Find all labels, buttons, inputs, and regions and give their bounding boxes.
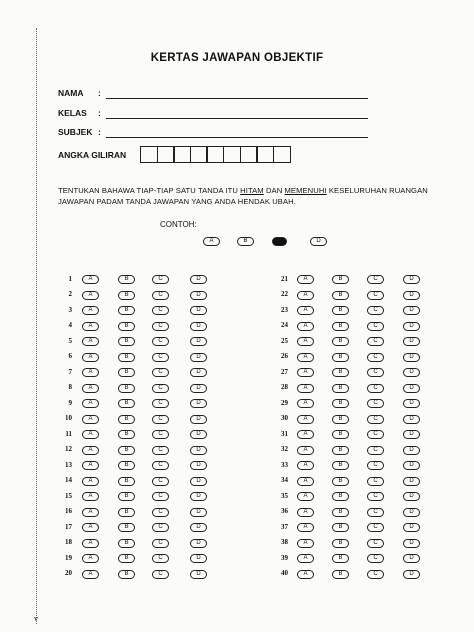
angka-giliran-box[interactable] <box>256 146 274 163</box>
perforation-line <box>36 28 37 624</box>
answer-bubble-a[interactable]: A <box>297 430 314 439</box>
answer-bubble-c[interactable]: C <box>152 554 169 563</box>
question-number: 23 <box>281 305 288 314</box>
answer-bubble-b[interactable]: B <box>332 322 349 331</box>
answer-bubble-d[interactable]: D <box>190 430 207 439</box>
answer-bubble-d[interactable]: D <box>403 539 420 548</box>
answer-bubble-c[interactable]: C <box>367 430 384 439</box>
answer-bubble-d[interactable]: D <box>190 446 207 455</box>
question-number: 12 <box>65 445 72 453</box>
answer-bubble-a[interactable]: A <box>297 291 314 300</box>
answer-bubble-a[interactable]: A <box>297 539 314 548</box>
answer-bubble-d[interactable]: D <box>190 554 207 563</box>
answer-bubble-d[interactable]: D <box>403 275 420 284</box>
example-label: CONTOH: <box>160 220 197 229</box>
answer-bubble-b[interactable]: B <box>118 415 135 424</box>
answer-bubble-d[interactable]: D <box>190 523 207 532</box>
answer-bubble-d[interactable]: D <box>403 291 420 300</box>
question-number: 9 <box>68 398 72 407</box>
question-number: 25 <box>281 336 288 345</box>
angka-giliran-box[interactable] <box>190 146 208 163</box>
question-number: 34 <box>281 476 288 484</box>
answer-bubble-d[interactable]: D <box>403 399 420 408</box>
answer-bubble-b[interactable]: B <box>118 384 135 393</box>
answer-bubble-c[interactable]: C <box>152 368 169 377</box>
answer-bubble-d[interactable]: D <box>190 570 207 579</box>
answer-bubble-b[interactable]: B <box>332 554 349 563</box>
answer-bubble-d[interactable]: D <box>190 353 207 362</box>
question-number: 37 <box>281 522 288 531</box>
answer-bubble-d[interactable]: D <box>190 477 207 486</box>
question-number: 14 <box>65 476 72 484</box>
example-bubble-b: B <box>237 237 254 246</box>
field-label: NAMA <box>58 88 84 98</box>
question-number: 33 <box>281 460 288 469</box>
question-number: 1 <box>68 274 72 283</box>
answer-bubble-b[interactable]: B <box>118 322 135 331</box>
answer-bubble-b[interactable]: B <box>332 477 349 486</box>
answer-bubble-a[interactable]: A <box>82 368 99 377</box>
answer-bubble-b[interactable]: B <box>332 337 349 346</box>
question-number: 16 <box>65 507 72 515</box>
answer-bubble-b[interactable]: B <box>118 399 135 408</box>
answer-bubble-c[interactable]: C <box>367 275 384 284</box>
answer-bubble-a[interactable]: A <box>82 461 99 470</box>
answer-bubble-b[interactable]: B <box>332 523 349 532</box>
answer-bubble-a[interactable]: A <box>297 446 314 455</box>
answer-bubble-a[interactable]: A <box>297 353 314 362</box>
answer-bubble-b[interactable]: B <box>118 291 135 300</box>
answer-bubble-c[interactable]: C <box>152 508 169 517</box>
answer-bubble-b[interactable]: B <box>118 523 135 532</box>
answer-bubble-a[interactable]: A <box>297 399 314 408</box>
question-number: 17 <box>65 522 72 531</box>
field-write-line[interactable] <box>106 98 368 99</box>
answer-bubble-b[interactable]: B <box>118 306 135 315</box>
answer-bubble-b[interactable]: B <box>332 368 349 377</box>
angka-giliran-box[interactable] <box>157 146 175 163</box>
answer-bubble-a[interactable]: A <box>297 570 314 579</box>
question-number: 21 <box>281 274 288 283</box>
question-number: 24 <box>281 321 288 329</box>
question-number: 10 <box>65 414 72 422</box>
answer-bubble-a[interactable]: A <box>297 554 314 563</box>
instr-part2: DAN <box>263 186 285 195</box>
answer-bubble-a[interactable]: A <box>82 523 99 532</box>
answer-bubble-d[interactable]: D <box>190 399 207 408</box>
question-number: 4 <box>68 321 72 329</box>
answer-bubble-c[interactable]: C <box>152 291 169 300</box>
footer-mark: v <box>34 614 38 623</box>
answer-bubble-c[interactable]: C <box>367 337 384 346</box>
answer-bubble-b[interactable]: B <box>332 492 349 501</box>
answer-bubble-d[interactable]: D <box>403 415 420 424</box>
answer-bubble-a[interactable]: A <box>297 492 314 501</box>
question-number: 13 <box>65 460 72 469</box>
answer-bubble-a[interactable]: A <box>297 384 314 393</box>
answer-bubble-a[interactable]: A <box>82 275 99 284</box>
answer-bubble-b[interactable]: B <box>332 384 349 393</box>
answer-bubble-a[interactable]: A <box>82 322 99 331</box>
field-label: KELAS <box>58 108 87 118</box>
question-number: 35 <box>281 491 288 500</box>
answer-bubble-d[interactable]: D <box>403 368 420 377</box>
field-colon: : <box>98 108 101 118</box>
question-number: 29 <box>281 398 288 407</box>
angka-giliran-box[interactable] <box>240 146 258 163</box>
answer-bubble-b[interactable]: B <box>118 508 135 517</box>
answer-bubble-b[interactable]: B <box>332 446 349 455</box>
answer-bubble-c[interactable]: C <box>367 477 384 486</box>
question-number: 39 <box>281 553 288 562</box>
answer-bubble-d[interactable]: D <box>190 461 207 470</box>
question-number: 30 <box>281 414 288 422</box>
answer-bubble-d[interactable]: D <box>403 430 420 439</box>
answer-bubble-a[interactable]: A <box>82 570 99 579</box>
answer-bubble-c[interactable]: C <box>152 523 169 532</box>
angka-giliran-box[interactable] <box>223 146 241 163</box>
answer-bubble-a[interactable]: A <box>82 492 99 501</box>
example-bubble-c <box>272 237 287 246</box>
question-number: 32 <box>281 445 288 453</box>
instructions <box>58 186 428 207</box>
answer-bubble-d[interactable]: D <box>403 446 420 455</box>
question-number: 22 <box>281 290 288 298</box>
answer-bubble-a[interactable]: A <box>82 554 99 563</box>
answer-bubble-c[interactable]: C <box>367 554 384 563</box>
answer-bubble-b[interactable]: B <box>118 570 135 579</box>
answer-bubble-b[interactable]: B <box>332 275 349 284</box>
answer-bubble-d[interactable]: D <box>403 337 420 346</box>
answer-bubble-c[interactable]: C <box>152 384 169 393</box>
question-number: 15 <box>65 491 72 500</box>
answer-bubble-a[interactable]: A <box>297 523 314 532</box>
answer-bubble-a[interactable]: A <box>297 275 314 284</box>
answer-bubble-b[interactable]: B <box>332 430 349 439</box>
answer-bubble-c[interactable]: C <box>367 539 384 548</box>
answer-bubble-b[interactable]: B <box>332 291 349 300</box>
answer-bubble-c[interactable]: C <box>152 353 169 362</box>
answer-bubble-c[interactable]: C <box>152 415 169 424</box>
angka-giliran-label: ANGKA GILIRAN <box>58 150 127 160</box>
answer-bubble-d[interactable]: D <box>190 539 207 548</box>
answer-bubble-b[interactable]: B <box>118 368 135 377</box>
answer-bubble-a[interactable]: A <box>297 461 314 470</box>
question-number: 3 <box>68 305 72 314</box>
answer-bubble-a[interactable]: A <box>297 415 314 424</box>
question-number: 20 <box>65 569 72 577</box>
answer-bubble-b[interactable]: B <box>118 430 135 439</box>
instr-part3: KESELURUHAN RUANGAN JAWAPAN PADAM TANDA JAWAPAN YANG ANDA HENDAK UBAH. <box>58 186 428 206</box>
question-number: 18 <box>65 538 72 546</box>
answer-bubble-d[interactable]: D <box>403 523 420 532</box>
answer-bubble-d[interactable]: D <box>190 322 207 331</box>
answer-bubble-a[interactable]: A <box>297 477 314 486</box>
field-colon: : <box>98 88 101 98</box>
answer-bubble-a[interactable]: A <box>82 539 99 548</box>
answer-bubble-a[interactable]: A <box>297 306 314 315</box>
answer-bubble-d[interactable]: D <box>190 368 207 377</box>
question-number: 36 <box>281 507 288 515</box>
answer-bubble-c[interactable]: C <box>367 415 384 424</box>
answer-bubble-a[interactable]: A <box>297 337 314 346</box>
answer-bubble-c[interactable]: C <box>152 430 169 439</box>
answer-bubble-a[interactable]: A <box>82 477 99 486</box>
answer-bubble-a[interactable]: A <box>297 368 314 377</box>
angka-giliran-box[interactable] <box>273 146 291 163</box>
question-number: 31 <box>281 429 288 438</box>
question-number: 6 <box>68 352 72 360</box>
answer-bubble-b[interactable]: B <box>118 446 135 455</box>
instr-hitam: HITAM <box>240 186 264 195</box>
question-number: 11 <box>65 429 72 438</box>
answer-bubble-d[interactable]: D <box>190 508 207 517</box>
answer-bubble-d[interactable]: D <box>403 554 420 563</box>
angka-giliran-box[interactable] <box>140 146 158 163</box>
answer-bubble-b[interactable]: B <box>118 461 135 470</box>
answer-bubble-c[interactable]: C <box>367 508 384 517</box>
answer-bubble-a[interactable]: A <box>82 399 99 408</box>
answer-bubble-a[interactable]: A <box>297 322 314 331</box>
answer-bubble-b[interactable]: B <box>118 477 135 486</box>
answer-bubble-d[interactable]: D <box>403 492 420 501</box>
field-write-line[interactable] <box>106 137 368 138</box>
answer-bubble-b[interactable]: B <box>332 570 349 579</box>
answer-bubble-b[interactable]: B <box>118 275 135 284</box>
answer-bubble-a[interactable]: A <box>82 508 99 517</box>
question-number: 27 <box>281 367 288 376</box>
answer-bubble-c[interactable]: C <box>367 384 384 393</box>
answer-bubble-d[interactable]: D <box>190 492 207 501</box>
answer-bubble-d[interactable]: D <box>403 570 420 579</box>
example-bubble-a: A <box>203 237 220 246</box>
angka-giliran-boxes <box>140 146 289 163</box>
page-title: KERTAS JAWAPAN OBJEKTIF <box>150 52 324 64</box>
answer-bubble-d[interactable]: D <box>403 477 420 486</box>
answer-bubble-a[interactable]: A <box>82 430 99 439</box>
answer-bubble-d[interactable]: D <box>403 384 420 393</box>
answer-bubble-b[interactable]: B <box>332 306 349 315</box>
answer-bubble-d[interactable]: D <box>190 415 207 424</box>
answer-bubble-c[interactable]: C <box>152 539 169 548</box>
answer-bubble-d[interactable]: D <box>403 461 420 470</box>
question-number: 7 <box>68 367 72 376</box>
answer-bubble-c[interactable]: C <box>367 523 384 532</box>
example-bubble-d: D <box>310 237 327 246</box>
answer-bubble-d[interactable]: D <box>403 306 420 315</box>
answer-bubble-d[interactable]: D <box>190 291 207 300</box>
answer-bubble-c[interactable]: C <box>152 492 169 501</box>
question-number: 26 <box>281 352 288 360</box>
answer-bubble-c[interactable]: C <box>367 291 384 300</box>
answer-bubble-b[interactable]: B <box>118 492 135 501</box>
answer-bubble-c[interactable]: C <box>367 368 384 377</box>
angka-giliran <box>58 146 358 164</box>
answer-bubble-c[interactable]: C <box>367 306 384 315</box>
answer-bubble-b[interactable]: B <box>118 539 135 548</box>
answer-bubble-a[interactable]: A <box>82 384 99 393</box>
answer-bubble-b[interactable]: B <box>332 415 349 424</box>
field-colon: : <box>98 127 101 137</box>
angka-giliran-box[interactable] <box>206 146 224 163</box>
answer-bubble-d[interactable]: D <box>403 508 420 517</box>
answer-bubble-d[interactable]: D <box>190 337 207 346</box>
answer-bubble-d[interactable]: D <box>190 306 207 315</box>
answer-bubble-c[interactable]: C <box>152 399 169 408</box>
answer-bubble-c[interactable]: C <box>367 322 384 331</box>
answer-bubble-c[interactable]: C <box>367 570 384 579</box>
answer-bubble-b[interactable]: B <box>118 554 135 563</box>
answer-bubble-a[interactable]: A <box>82 415 99 424</box>
field-label: SUBJEK <box>58 127 93 137</box>
answer-bubble-b[interactable]: B <box>332 539 349 548</box>
answer-bubble-a[interactable]: A <box>82 446 99 455</box>
answer-bubble-b[interactable]: B <box>332 461 349 470</box>
answer-bubble-a[interactable]: A <box>82 353 99 362</box>
instr-part1: TENTUKAN BAHAWA TIAP-TIAP SATU TANDA ITU <box>58 186 241 195</box>
question-number: 2 <box>68 290 72 298</box>
question-number: 8 <box>68 383 72 391</box>
answer-bubble-b[interactable]: B <box>332 353 349 362</box>
question-number: 5 <box>68 336 72 345</box>
answer-bubble-d[interactable]: D <box>190 275 207 284</box>
answer-bubble-c[interactable]: C <box>367 353 384 362</box>
answer-bubble-c[interactable]: C <box>367 446 384 455</box>
answer-bubble-a[interactable]: A <box>297 508 314 517</box>
answer-bubble-d[interactable]: D <box>190 384 207 393</box>
answer-bubble-c[interactable]: C <box>152 446 169 455</box>
answer-bubble-d[interactable]: D <box>403 353 420 362</box>
question-number: 28 <box>281 383 288 391</box>
answer-bubble-d[interactable]: D <box>403 322 420 331</box>
answer-bubble-c[interactable]: C <box>152 477 169 486</box>
answer-bubble-b[interactable]: B <box>118 337 135 346</box>
answer-bubble-c[interactable]: C <box>152 461 169 470</box>
instr-memenuhi: MEMENUHI <box>284 186 327 195</box>
answer-bubble-a[interactable]: A <box>82 291 99 300</box>
answer-bubble-c[interactable]: C <box>367 461 384 470</box>
answer-bubble-a[interactable]: A <box>82 337 99 346</box>
answer-bubble-b[interactable]: B <box>332 508 349 517</box>
answer-bubble-c[interactable]: C <box>152 275 169 284</box>
answer-bubble-b[interactable]: B <box>118 353 135 362</box>
question-number: 38 <box>281 538 288 546</box>
question-number: 19 <box>65 553 72 562</box>
answer-bubble-c[interactable]: C <box>367 399 384 408</box>
angka-giliran-box[interactable] <box>173 146 191 163</box>
answer-bubble-c[interactable]: C <box>367 492 384 501</box>
answer-bubble-c[interactable]: C <box>152 306 169 315</box>
answer-bubble-c[interactable]: C <box>152 337 169 346</box>
answer-bubble-a[interactable]: A <box>82 306 99 315</box>
answer-bubble-c[interactable]: C <box>152 322 169 331</box>
answer-bubble-b[interactable]: B <box>332 399 349 408</box>
question-number: 40 <box>281 569 288 577</box>
field-write-line[interactable] <box>106 118 368 119</box>
answer-bubble-c[interactable]: C <box>152 570 169 579</box>
